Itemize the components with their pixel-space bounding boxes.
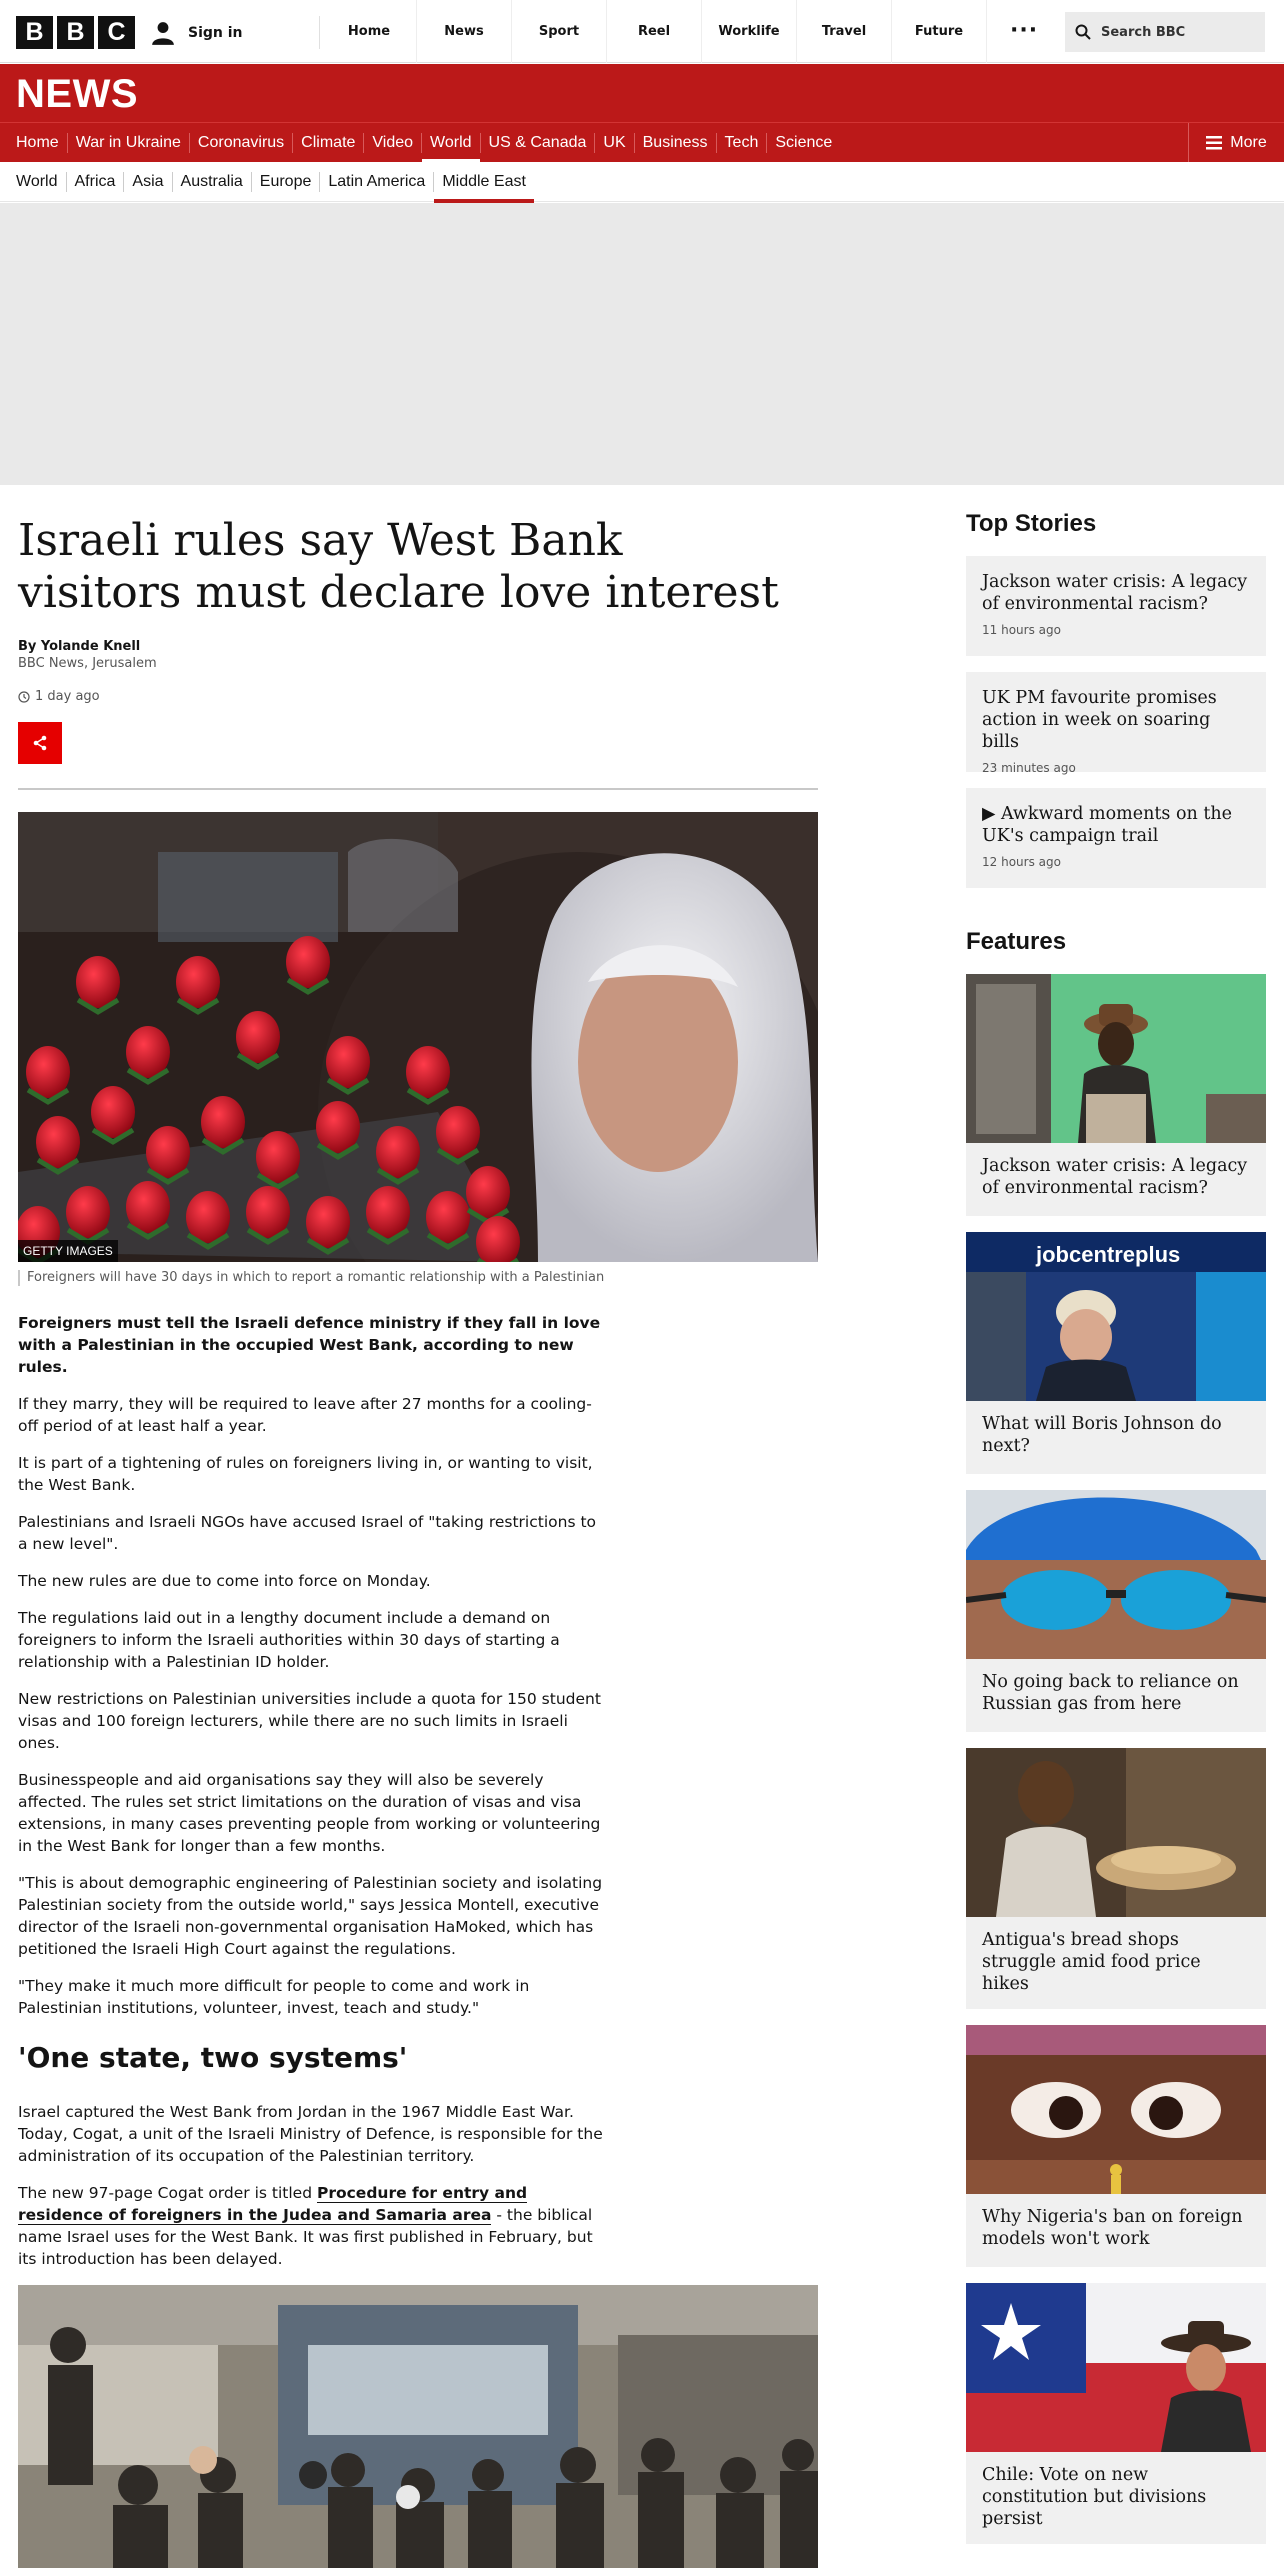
subsection-africa[interactable]: Africa [67,172,125,192]
paragraph: It is part of a tightening of rules on foreigners living in, or wanting to visit, the West Bank. [18,1454,593,1494]
article-body [18,1312,608,2270]
top-story-time: 23 minutes ago [982,761,1076,775]
subsection-asia[interactable]: Asia [124,172,172,192]
sidebar [966,510,1266,2560]
more-sections-button[interactable] [1188,123,1284,163]
section-us-canada[interactable]: US & Canada [481,133,596,153]
hamburger-icon [1206,136,1222,150]
feature-image [966,1490,1266,1659]
section-war-in-ukraine[interactable]: War in Ukraine [68,133,190,153]
nav-worklife[interactable]: Worklife [702,0,797,63]
image-credit: GETTY IMAGES [18,1240,118,1262]
nav-news[interactable]: News [417,0,512,63]
feature-card[interactable] [966,2025,1266,2267]
top-story-title: Awkward moments on the UK's campaign trail [982,804,1232,846]
news-banner [0,64,1284,122]
search-box[interactable] [1065,12,1265,52]
feature-image [966,974,1266,1143]
top-story-card[interactable] [966,672,1266,775]
feature-title[interactable]: Jackson water crisis: A legacy of environmental racism? [982,1156,1248,1198]
paragraph: New restrictions on Palestinian universities include a quota for 150 student visas and 100 foreign lecturers, while there are no such limits in Israeli ones. [18,1690,601,1752]
feature-image [966,1748,1266,1917]
section-coronavirus[interactable]: Coronavirus [190,133,293,153]
global-nav [0,0,1284,63]
paragraph: "They make it much more difficult for people to come and work in Palestinian institutions, volunteer, invest, teach and study." [18,1977,530,2017]
section-video[interactable]: Video [364,133,422,153]
feature-image [966,1232,1266,1401]
top-story-card[interactable] [966,556,1266,656]
share-button[interactable] [18,722,62,764]
subsection-middle-east[interactable]: Middle East [434,172,534,192]
bbc-logo[interactable] [16,16,135,49]
top-story-title[interactable]: UK PM favourite promises action in week on soaring bills [982,688,1217,752]
feature-title[interactable]: Why Nigeria's ban on foreign models won't work [982,2207,1243,2249]
paragraph: The regulations laid out in a lengthy document include a demand on foreigners to inform the Israeli authorities within 30 days of starting a relationship with a Palestinian ID holder. [18,1609,560,1671]
author-organisation: BBC News, Jerusalem [18,656,157,671]
feature-image [966,2283,1266,2452]
text: The new 97-page Cogat order is titled [18,2184,317,2202]
feature-title[interactable]: Antigua's bread shops struggle amid food price hikes [982,1930,1201,1994]
feature-card[interactable] [966,1490,1266,1732]
sign-in-label: Sign in [188,24,243,41]
feature-title[interactable]: What will Boris Johnson do next? [982,1414,1222,1456]
section-nav [0,122,1284,162]
feature-card[interactable] [966,1232,1266,1474]
feature-card[interactable] [966,2283,1266,2544]
timestamp [18,689,818,704]
paragraph: "This is about demographic engineering of Palestinian society and isolating Palestinian society from the outside world," says Jessica Montell, executive director of the Israeli non-governmental organisation HaMoked, which has petitioned the Israeli High Court against the regulations. [18,1874,603,1958]
section-science[interactable]: Science [775,134,833,151]
intro-paragraph: Foreigners must tell the Israeli defence ministry if they fall in love with a Palestinian in the occupied West Bank, according to new rules. [18,1314,601,1376]
paragraph: If they marry, they will be required to leave after 27 months for a cooling-off period of at least half a year. [18,1395,592,1435]
feature-image [966,2025,1266,2194]
global-nav-links [322,0,987,63]
article-headline: Israeli rules say West Bank visitors must declare love interest [18,515,779,618]
more-label: More [1230,134,1267,151]
nav-reel[interactable]: Reel [607,0,702,63]
divider [18,788,818,790]
top-story-card[interactable] [966,788,1266,888]
section-climate[interactable]: Climate [293,133,364,153]
feature-title[interactable]: Chile: Vote on new constitution but divisions persist [982,2465,1207,2529]
checkpoint-photo [18,2285,818,2568]
feature-card[interactable] [966,974,1266,1216]
share-icon [32,735,48,751]
byline [18,639,818,671]
timestamp-text: 1 day ago [35,689,100,704]
news-brand[interactable]: NEWS [16,72,138,116]
play-icon: ▶ [982,804,996,824]
text: - the biblical name Israel uses for the West Bank. It was first published in February, but its introduction has been delayed. [18,2206,593,2268]
paragraph: Businesspeople and aid organisations say they will also be severely affected. The rules set strict limitations on the duration of visas and visa extensions, in many cases preventing people from working or volunteering in the West Bank for longer than a few months. [18,1771,601,1855]
section-uk[interactable]: UK [595,133,634,153]
nav-home[interactable]: Home [322,0,417,63]
subsection-australia[interactable]: Australia [173,172,252,192]
paragraph: The new rules are due to come into force on Monday. [18,1572,431,1590]
subheading: 'One state, two systems' [18,2041,408,2074]
nav-future[interactable]: Future [892,0,987,63]
advert-placeholder [0,203,1284,485]
paragraph: Palestinians and Israeli NGOs have accused Israel of "taking restrictions to a new level". [18,1513,597,1553]
user-icon [150,20,176,46]
top-story-title-video[interactable] [982,803,1250,847]
features-heading: Features [966,928,1067,955]
top-story-title[interactable]: Jackson water crisis: A legacy of environmental racism? [982,572,1248,614]
sign-in-button[interactable] [150,16,320,49]
subsection-world[interactable]: World [8,172,67,192]
logo-letter: B [57,16,94,49]
logo-letter: B [16,16,53,49]
sub-nav [0,162,1284,202]
image-caption: Foreigners will have 30 days in which to report a romantic relationship with a Palestinian [18,1270,818,1286]
article [18,515,818,2568]
subsection-latin-america[interactable]: Latin America [320,172,434,192]
author-name: By Yolande Knell [18,639,141,654]
checkpoint-image [18,2285,818,2568]
section-home[interactable]: Home [8,133,68,153]
more-menu-icon[interactable]: ··· [1010,18,1039,43]
search-placeholder: Search BBC [1101,24,1186,40]
paragraph: Israel captured the West Bank from Jordan in the 1967 Middle East War. Today, Cogat, a unit of the Israeli Ministry of Defence, is responsible for the administration of its occupation of the Palestinian territory. [18,2103,603,2165]
section-business[interactable]: Business [635,133,717,153]
feature-card[interactable] [966,1748,1266,2009]
feature-title[interactable]: No going back to reliance on Russian gas from here [982,1672,1239,1714]
section-tech[interactable]: Tech [717,133,768,153]
top-story-time: 11 hours ago [982,623,1061,637]
top-story-time: 12 hours ago [982,855,1061,869]
clock-icon [18,691,30,703]
nav-sport[interactable]: Sport [512,0,607,63]
jobcentre-sign: jobcentreplus [1036,1242,1181,1267]
section-world[interactable]: World [422,133,481,153]
cogat-order-link[interactable]: Procedure for entry and residence of foreigners in the Judea and Samaria area [18,2184,528,2224]
logo-letter: C [98,16,135,49]
subsection-europe[interactable]: Europe [252,172,321,192]
paragraph-with-link [18,2182,608,2270]
search-icon [1075,24,1091,40]
top-stories-heading: Top Stories [966,510,1097,537]
roses-photo [18,812,818,1262]
nav-travel[interactable]: Travel [797,0,892,63]
features-section [966,928,1266,2544]
lead-image [18,812,818,1262]
